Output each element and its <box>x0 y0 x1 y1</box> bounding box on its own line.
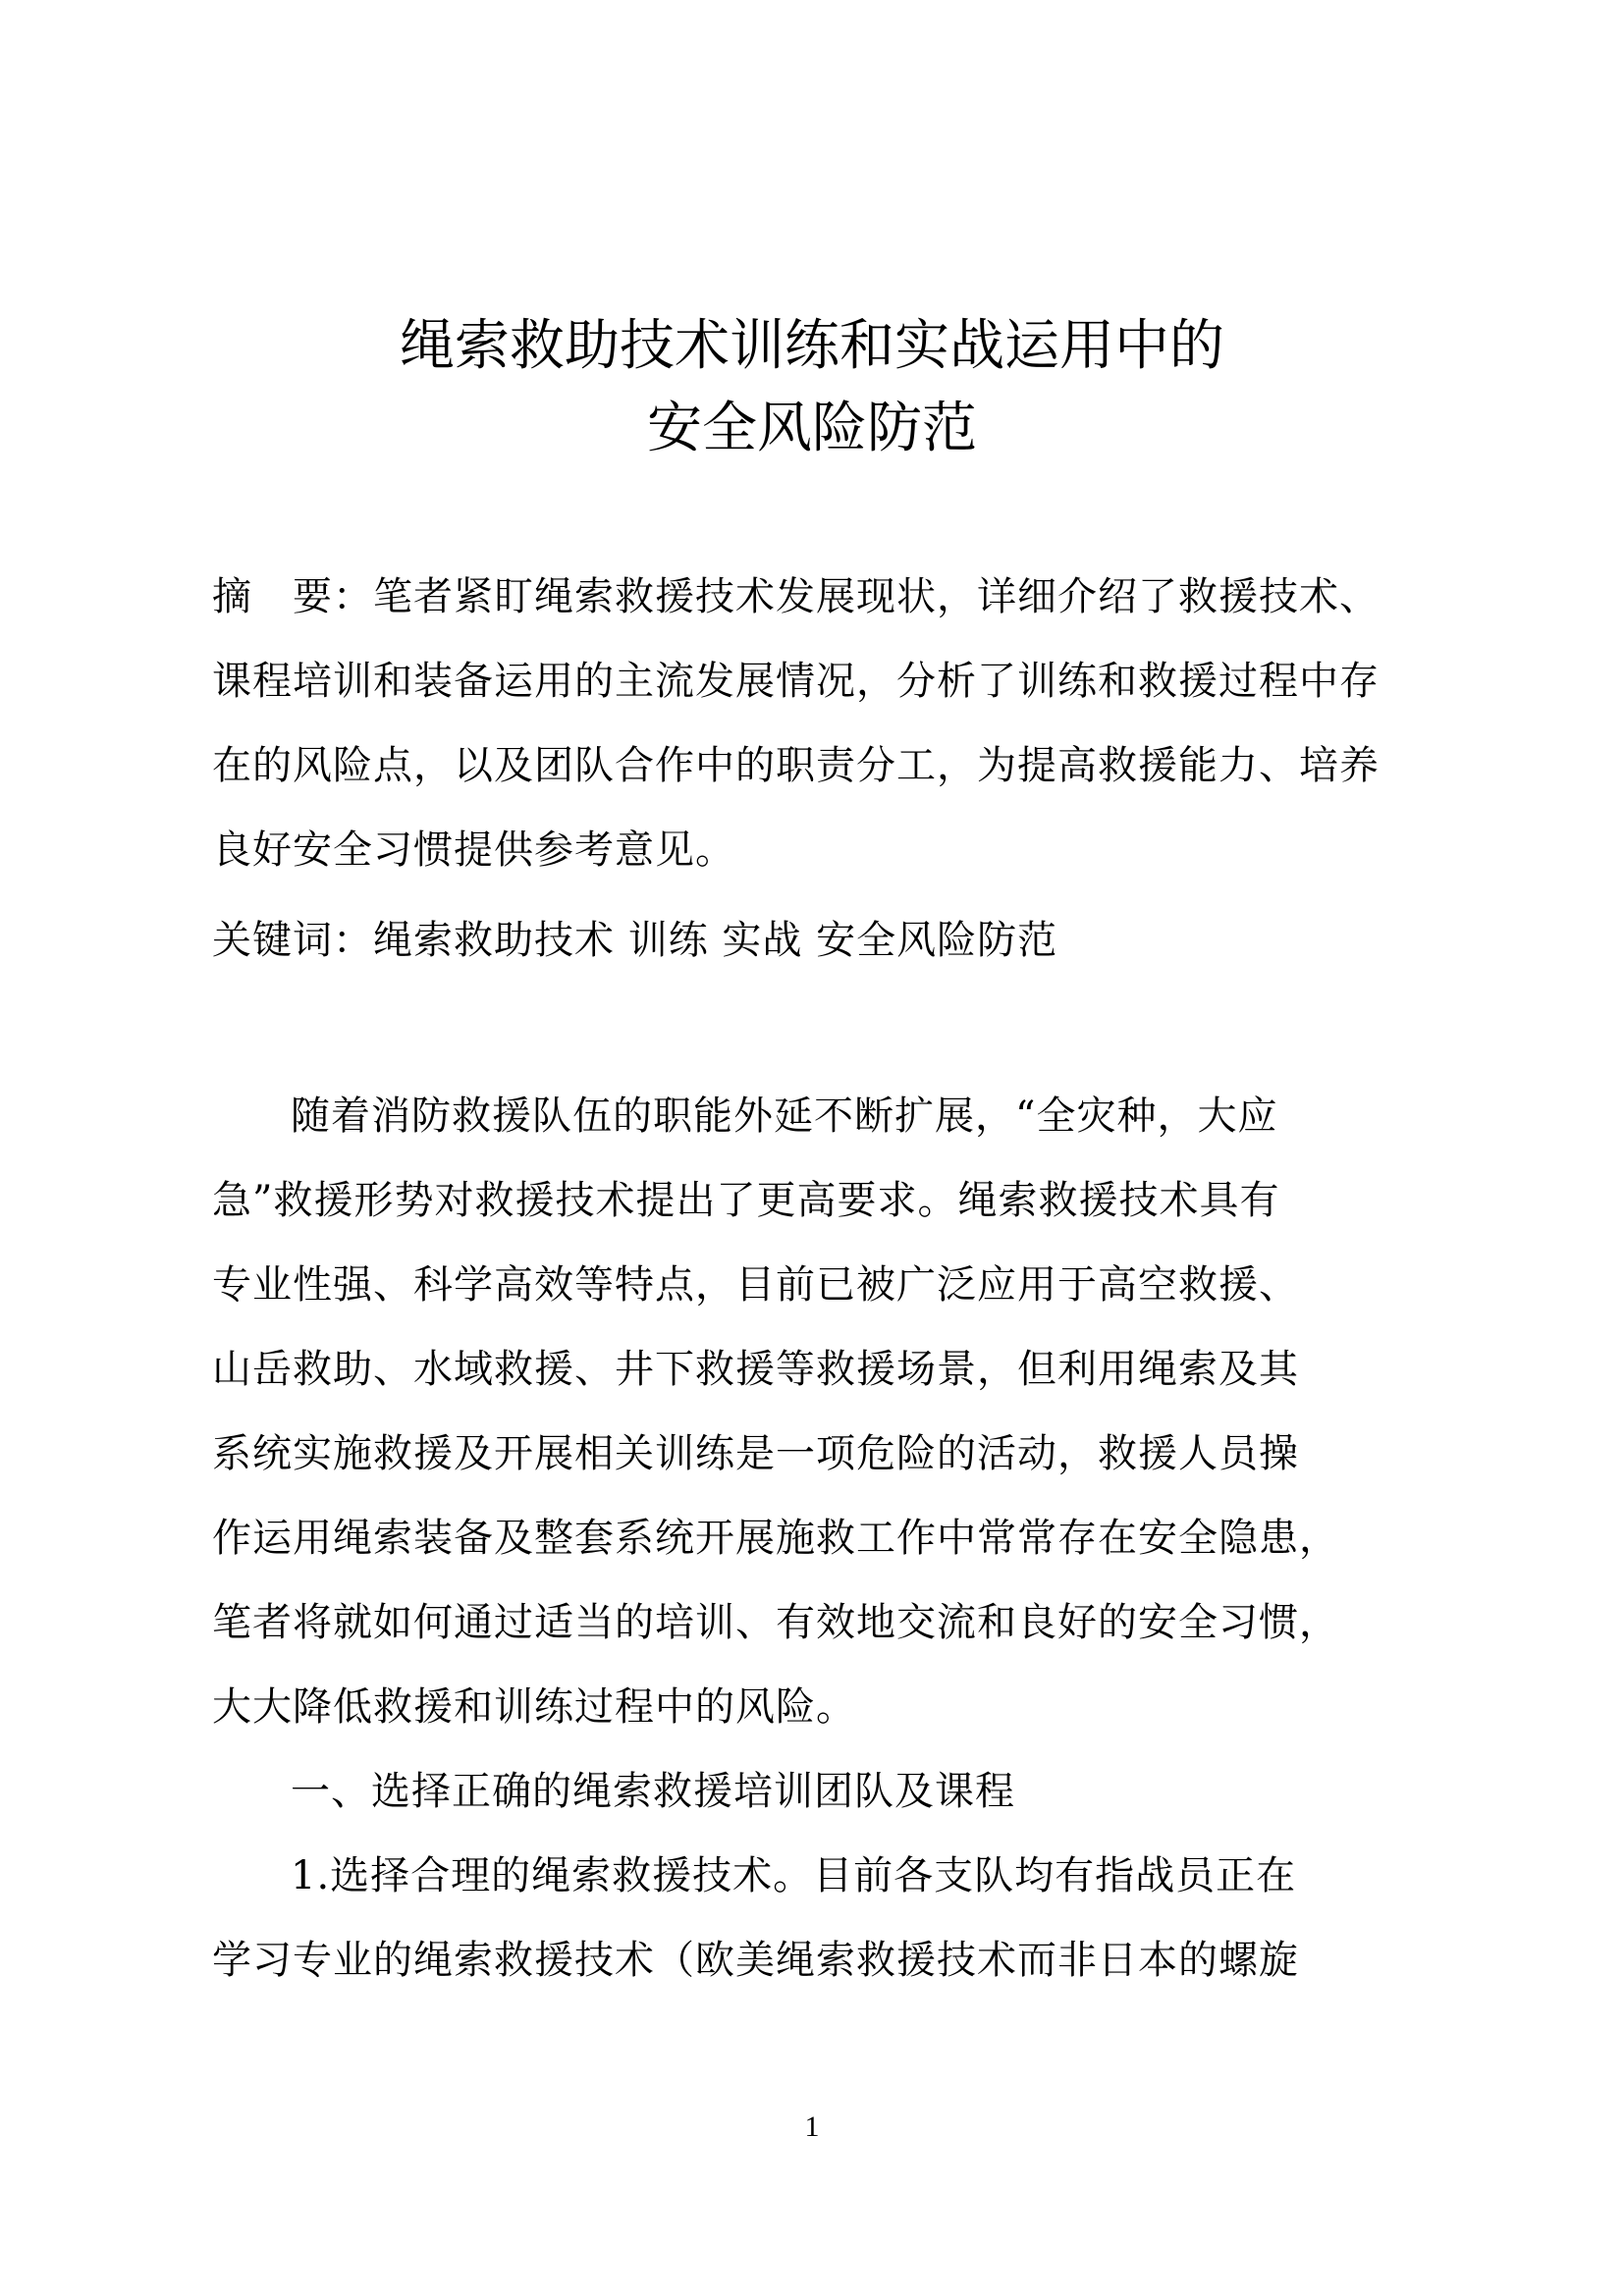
abstract-line: 良好安全习惯提供参考意见。 <box>212 828 735 873</box>
body-line: 随着消防救援队伍的职能外延不断扩展，“全灾种，大应 <box>291 1094 1278 1139</box>
subsection-heading: 选择合理的绳索救援技术。 <box>330 1853 814 1898</box>
body-line: 笔者将就如何通过适当的培训、有效地交流和良好的安全习惯， <box>212 1600 1339 1645</box>
body-line: 山岳救助、水域救援、井下救援等救援场景，但利用绳索及其 <box>212 1347 1299 1392</box>
body-line: 作运用绳索装备及整套系统开展施救工作中常常存在安全隐患， <box>212 1516 1339 1561</box>
keywords-line: 关键词：绳索救助技术 训练 实战 安全风险防范 <box>212 918 1058 963</box>
body-line: 大大降低救援和训练过程中的风险。 <box>212 1684 856 1730</box>
document-title-line1: 绳索救助技术训练和实战运用中的 <box>400 314 1224 378</box>
subsection-text: 目前各支队均有指战员正在 <box>813 1853 1297 1898</box>
abstract-line: 课程培训和装备运用的主流发展情况，分析了训练和救援过程中存 <box>212 659 1380 704</box>
body-line: 学习专业的绳索救援技术（欧美绳索救援技术而非日本的螺旋 <box>212 1938 1299 1983</box>
abstract-line: 在的风险点，以及团队合作中的职责分工，为提高救援能力、培养 <box>212 743 1380 788</box>
page-number: 1 <box>804 2110 820 2143</box>
section-heading: 一、选择正确的绳索救援培训团队及课程 <box>291 1769 1015 1814</box>
body-line: 专业性强、科学高效等特点，目前已被广泛应用于高空救援、 <box>212 1262 1299 1308</box>
abstract-line: 摘 要：笔者紧盯绳索救援技术发展现状，详细介绍了救援技术、 <box>212 574 1380 619</box>
document-title-line2: 安全风险防范 <box>647 397 977 460</box>
body-line: 系统实施救援及开展相关训练是一项危险的活动，救援人员操 <box>212 1431 1299 1476</box>
body-line: 急”救援形势对救援技术提出了更高要求。绳索救援技术具有 <box>212 1178 1280 1223</box>
subsection-number: 1. <box>291 1853 331 1898</box>
subsection-paragraph <box>291 1851 1508 1900</box>
